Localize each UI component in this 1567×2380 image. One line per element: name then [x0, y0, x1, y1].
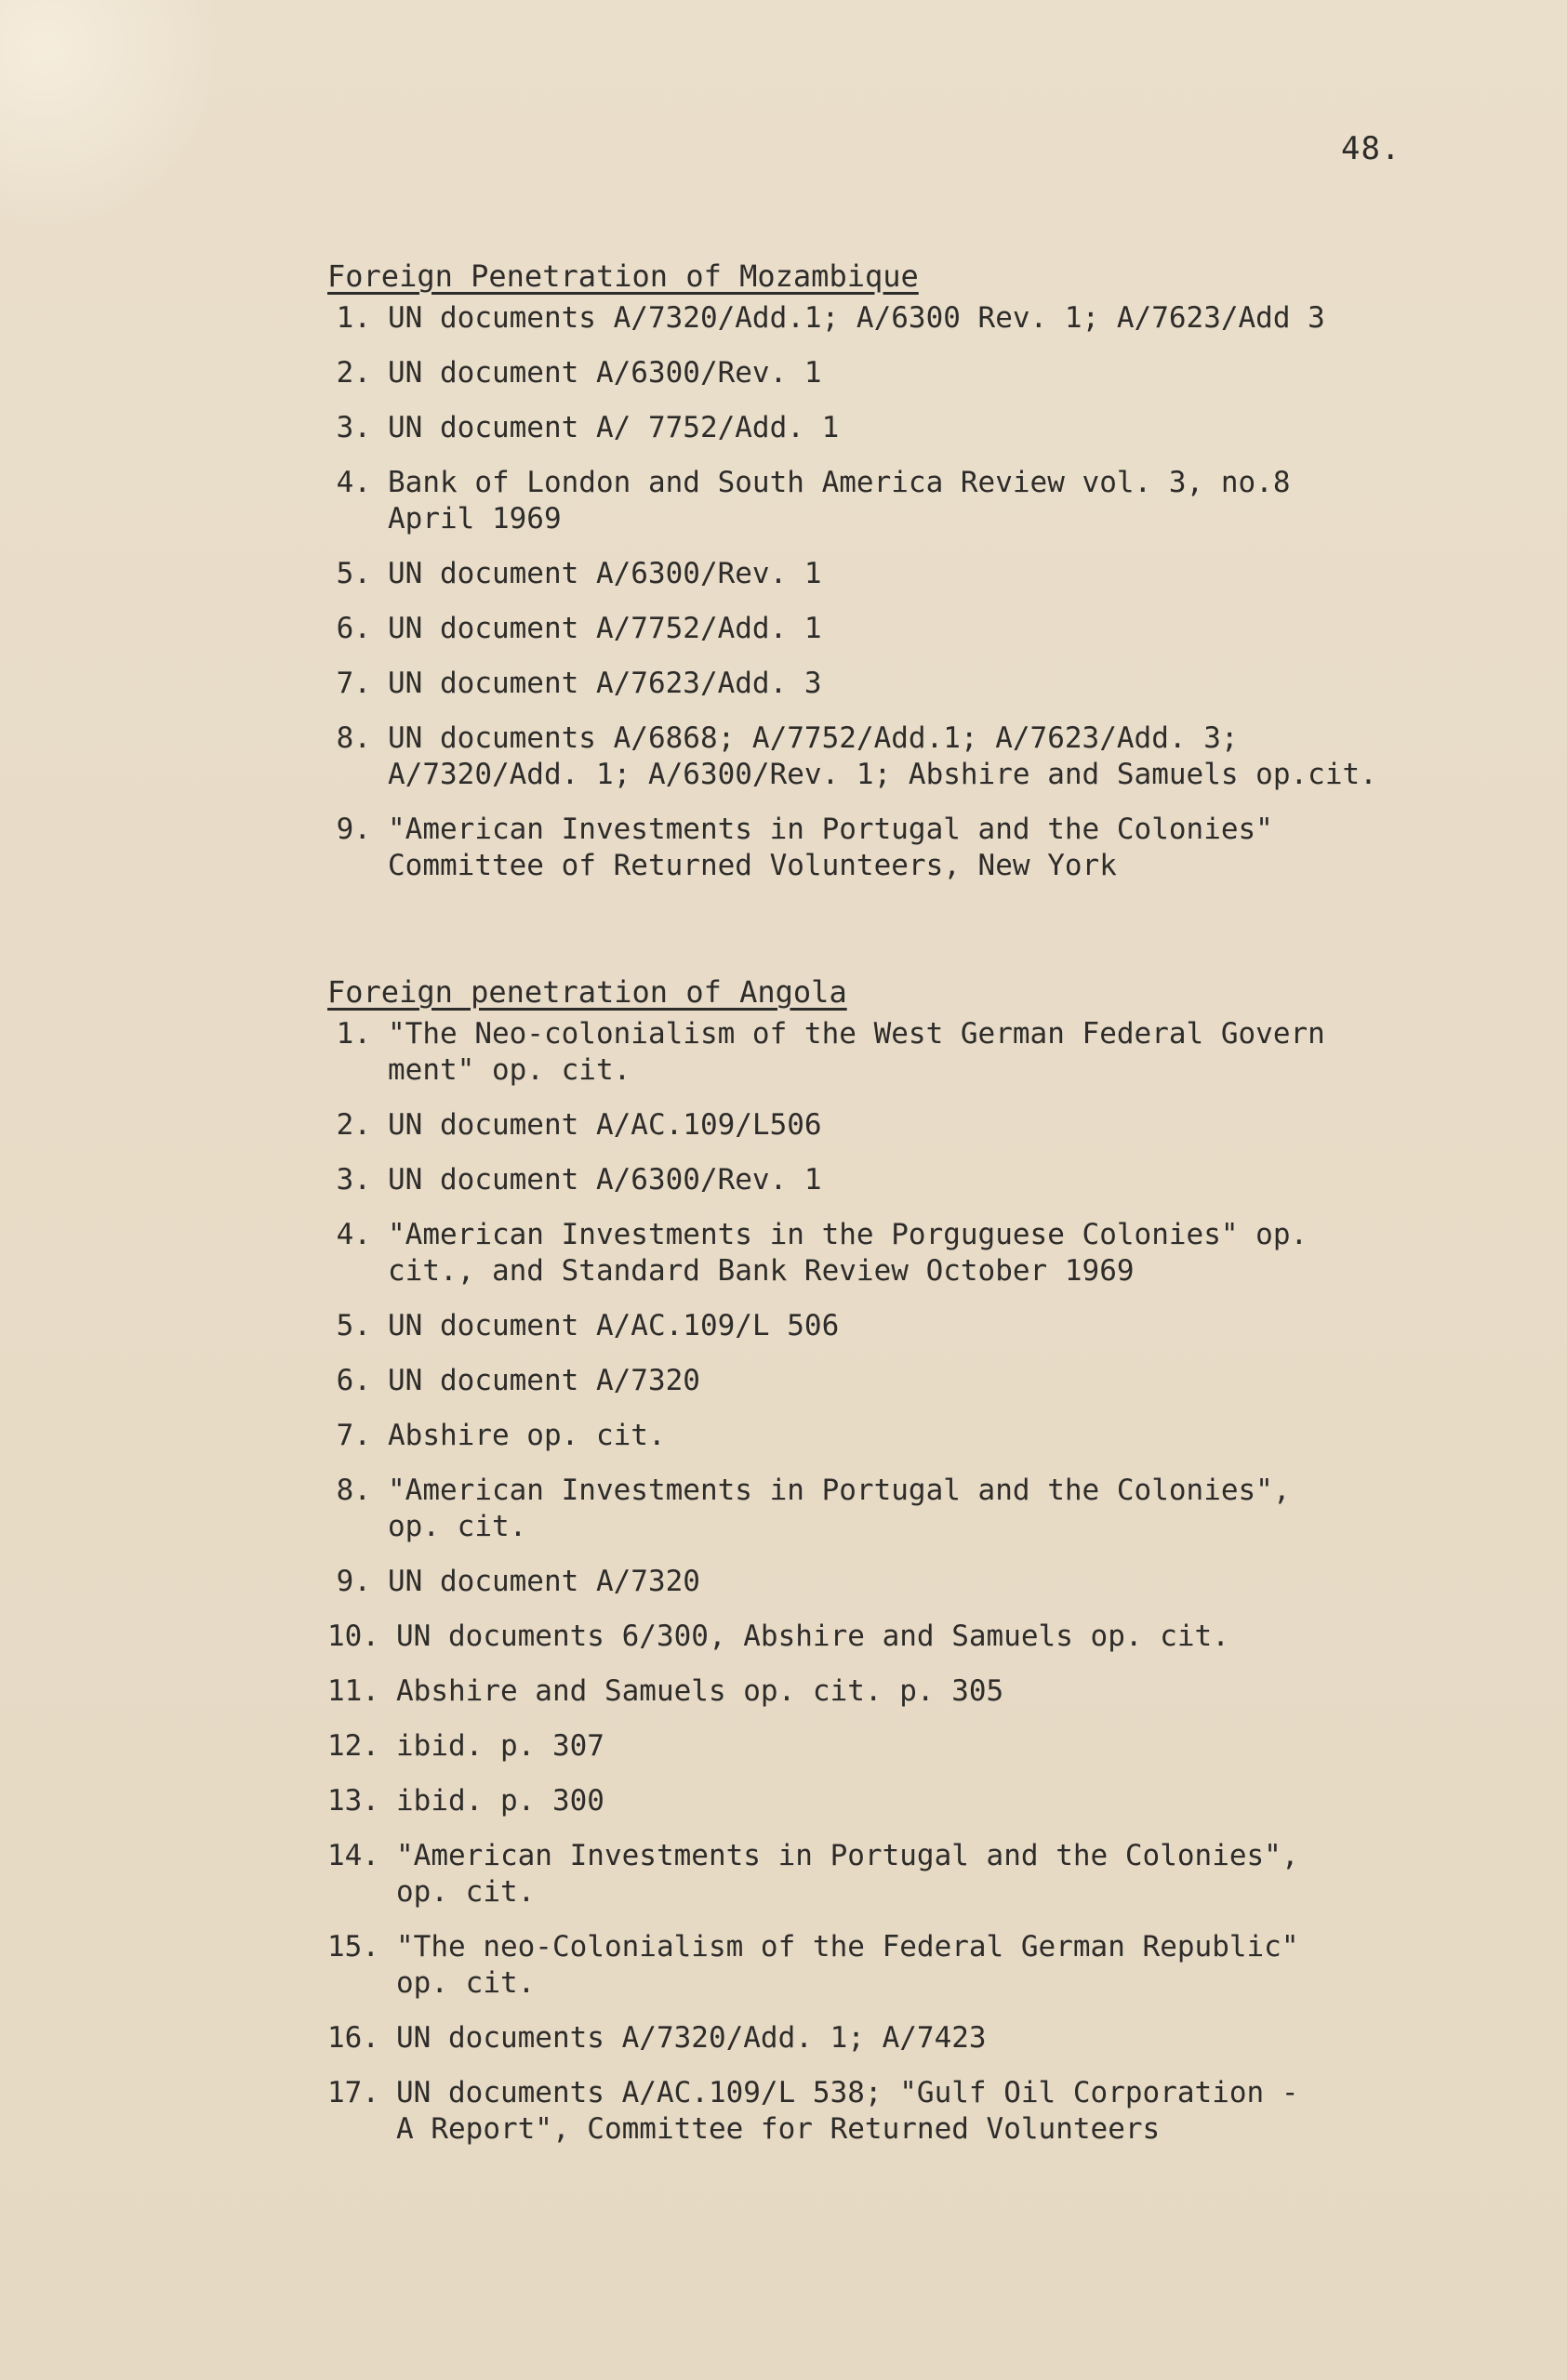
section-heading: Foreign penetration of Angola: [327, 974, 847, 1010]
note-number: 2.: [336, 1108, 371, 1142]
note-number: 3.: [336, 1163, 371, 1197]
note-text: UN document A/AC.109/L506: [388, 1108, 822, 1142]
note-item: [327, 2075, 1499, 2148]
section-angola: [327, 973, 1499, 2166]
note-text: UN document A/6300/Rev. 1: [388, 1163, 822, 1197]
note-item: [327, 1016, 1499, 1089]
note-text: UN document A/7752/Add. 1: [388, 612, 822, 645]
note-number: 15.: [327, 1930, 379, 1964]
page-number: 48.: [1341, 130, 1401, 167]
note-text: Bank of London and South America Review vol. 3, no.8 April 1969: [388, 466, 1291, 536]
note-item: [327, 1162, 1499, 1198]
note-number: 12.: [327, 1729, 379, 1763]
note-number: 4.: [336, 466, 371, 499]
note-number: 14.: [327, 1839, 379, 1872]
note-text: UN document A/ 7752/Add. 1: [388, 411, 840, 444]
note-number: 6.: [336, 612, 371, 645]
note-number: 13.: [327, 1784, 379, 1818]
note-item: [327, 1728, 1499, 1765]
note-text: "American Investments in Portugal and the Colonies", op. cit.: [396, 1839, 1299, 1909]
note-text: UN documents 6/300, Abshire and Samuels op. cit.: [396, 1620, 1229, 1653]
paper-corner-crease: [0, 0, 223, 232]
note-number: 9.: [336, 1565, 371, 1598]
note-item: [327, 1308, 1499, 1344]
note-item: [327, 721, 1499, 793]
note-item: [327, 556, 1499, 592]
note-text: UN documents A/7320/Add.1; A/6300 Rev. 1; A/7623/Add 3: [388, 301, 1325, 335]
note-text: UN document A/6300/Rev. 1: [388, 557, 822, 590]
section-mozambique: [327, 258, 1499, 903]
note-number: 9.: [336, 813, 371, 846]
note-item: [327, 465, 1499, 537]
note-item: [327, 1783, 1499, 1819]
note-item: [327, 300, 1499, 337]
note-number: 7.: [336, 1419, 371, 1452]
note-text: UN documents A/6868; A/7752/Add.1; A/7623/Add. 3; A/7320/Add. 1; A/6300/Rev. 1; Abshire and Samuels op.cit.: [388, 721, 1377, 791]
note-text: "American Investments in Portugal and the Colonies" Committee of Returned Volunteers, New York: [388, 813, 1273, 882]
note-text: Abshire op. cit.: [388, 1419, 666, 1452]
note-item: [327, 812, 1499, 884]
note-number: 1.: [336, 301, 371, 335]
note-text: "American Investments in the Porguguese Colonies" op. cit., and Standard Bank Review October 1969: [388, 1218, 1308, 1288]
note-item: [327, 611, 1499, 647]
note-number: 8.: [336, 1474, 371, 1507]
note-text: ibid. p. 300: [396, 1784, 604, 1818]
note-text: UN documents A/AC.109/L 538; "Gulf Oil Corporation - A Report", Committee for Returned Volunteers: [396, 2076, 1299, 2146]
note-text: UN document A/7623/Add. 3: [388, 667, 822, 700]
note-number: 3.: [336, 411, 371, 444]
note-item: [327, 1673, 1499, 1710]
note-item: [327, 355, 1499, 391]
note-item: [327, 1564, 1499, 1600]
note-number: 5.: [336, 557, 371, 590]
note-item: [327, 666, 1499, 702]
note-item: [327, 1217, 1499, 1289]
note-item: [327, 1619, 1499, 1655]
note-item: [327, 1929, 1499, 2002]
note-text: "The neo-Colonialism of the Federal German Republic" op. cit.: [396, 1930, 1299, 2000]
note-text: UN document A/6300/Rev. 1: [388, 356, 822, 390]
note-item: [327, 410, 1499, 446]
notes-list: [327, 300, 1499, 884]
section-heading: Foreign Penetration of Mozambique: [327, 258, 919, 294]
notes-list: [327, 1016, 1499, 2148]
note-number: 8.: [336, 721, 371, 755]
note-text: UN document A/AC.109/L 506: [388, 1309, 840, 1342]
note-number: 1.: [336, 1017, 371, 1051]
note-text: ibid. p. 307: [396, 1729, 604, 1763]
note-item: [327, 1838, 1499, 1911]
note-number: 7.: [336, 667, 371, 700]
note-text: "American Investments in Portugal and the Colonies", op. cit.: [388, 1474, 1291, 1543]
note-number: 10.: [327, 1620, 379, 1653]
note-number: 11.: [327, 1674, 379, 1708]
note-item: [327, 1418, 1499, 1454]
note-text: UN document A/7320: [388, 1565, 700, 1598]
note-item: [327, 2020, 1499, 2056]
note-number: 17.: [327, 2076, 379, 2109]
note-number: 6.: [336, 1364, 371, 1397]
note-number: 2.: [336, 356, 371, 390]
note-text: Abshire and Samuels op. cit. p. 305: [396, 1674, 1004, 1708]
note-item: [327, 1363, 1499, 1399]
note-number: 5.: [336, 1309, 371, 1342]
note-text: UN documents A/7320/Add. 1; A/7423: [396, 2021, 987, 2055]
note-number: 4.: [336, 1218, 371, 1251]
note-text: UN document A/7320: [388, 1364, 700, 1397]
note-text: "The Neo-colonialism of the West German Federal Govern ment" op. cit.: [388, 1017, 1325, 1087]
note-item: [327, 1473, 1499, 1545]
note-number: 16.: [327, 2021, 379, 2055]
note-item: [327, 1107, 1499, 1144]
